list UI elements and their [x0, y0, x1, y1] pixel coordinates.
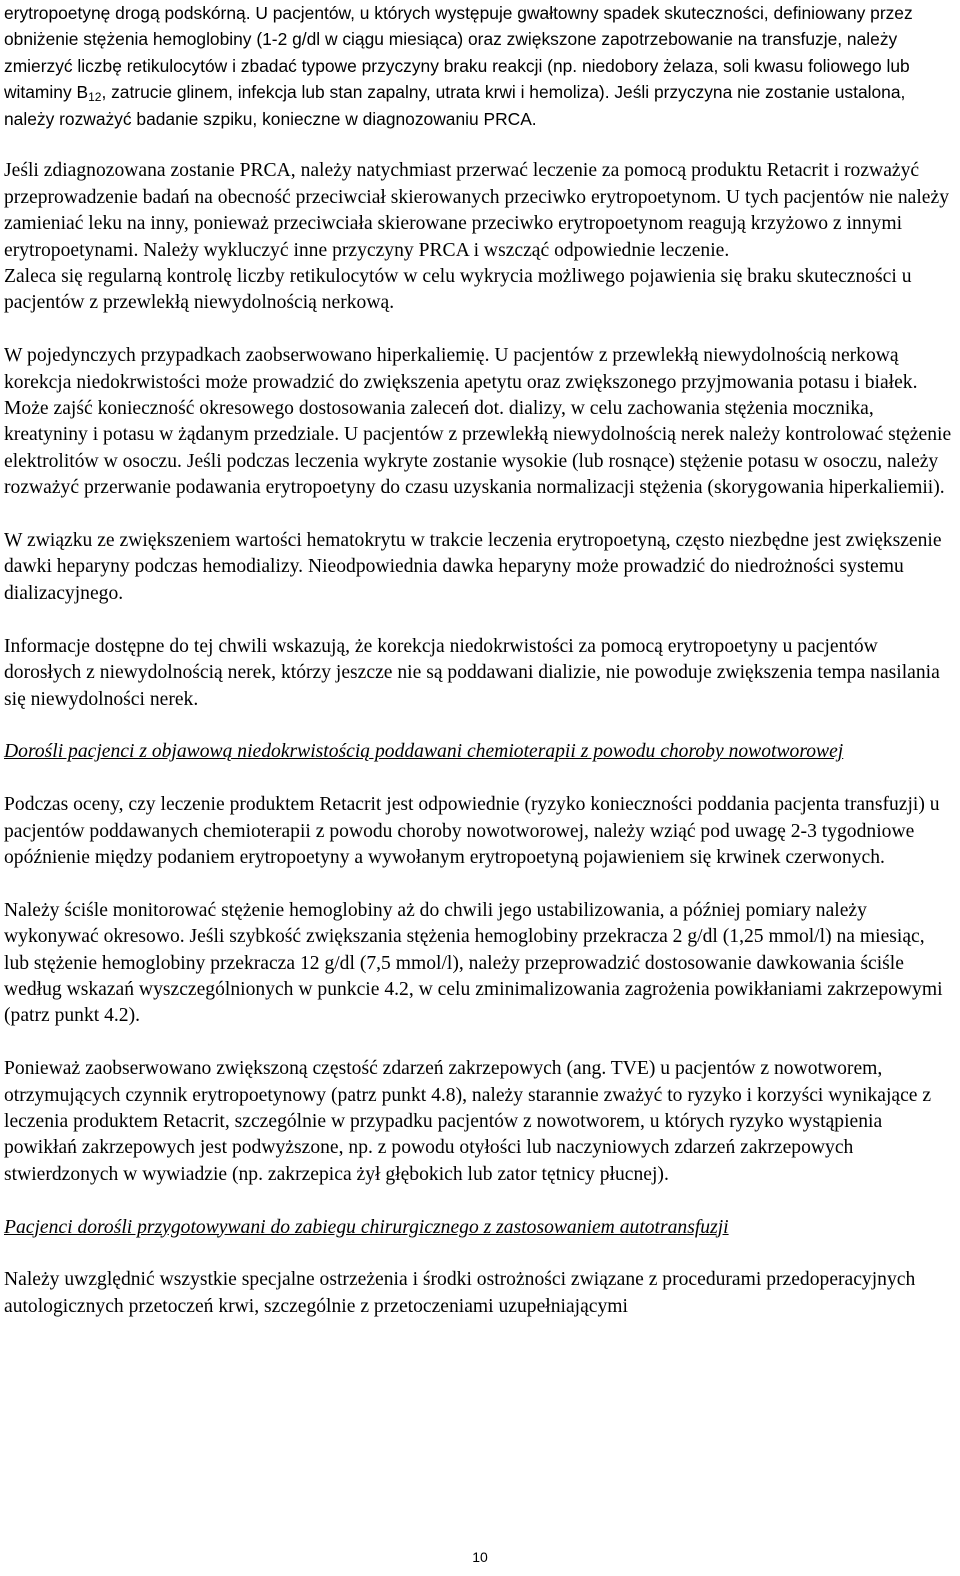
paragraph-reticulocyte-monitoring: Zaleca się regularną kontrolę liczby retikulocytów w celu wykrycia możliwego pojawienia się braku skuteczności u pacjentów z przewlekłą niewydolnością nerkową.: [4, 266, 912, 314]
section-heading-chemotherapy: Dorośli pacjenci z objawową niedokrwistością poddawani chemioterapii z powodu choroby nowotworowej: [4, 741, 844, 763]
paragraph-hyperkalemia: W pojedynczych przypadkach zaobserwowano hiperkaliemię. U pacjentów z przewlekłą niewydolnością nerkową korekcja niedokrwistości może prowadzić do zwiększenia apetytu oraz zwiększonego przyjmowania potasu i białek. Może zajść konieczność okresowego dostosowania zaleceń dot. dializy, w celu zachowania stężenia mocznika, kreatyniny i potasu w żądanym przedziale. U pacjentów z przewlekłą niewydolnością nerek należy kontrolować stężenie elektrolitów w osoczu. Jeśli podczas leczenia wykryte zostanie wysokie (lub rosnące) stężenie potasu w osoczu, należy rozważyć przerwanie podawania erytropoetyny do czasu uzyskania normalizacji stężenia (skorygowania hiperkaliemii).: [4, 345, 952, 499]
paragraph-prca-diagnosis: Jeśli zdiagnozowana zostanie PRCA, należy natychmiast przerwać leczenie za pomocą produktu Retacrit i rozważyć przeprowadzenie badań na obecność przeciwciał skierowanych przeciwko erytropoetynom. U tych pacjentów nie należy zamieniać leku na inny, ponieważ przeciwciała skierowane przeciwko erytropoetynom reagują krzyżowo z innymi erytropoetynami. Należy wykluczyć inne przyczyny PRCA i wszcząć odpowiednie leczenie.: [4, 160, 949, 261]
paragraph-heparin-dose: W związku ze zwiększeniem wartości hematokrytu w trakcie leczenia erytropoetyną, często niezbędne jest zwiększenie dawki heparyny podczas hemodializy. Nieodpowiednia dawka heparyny może prowadzić do niedrożności systemu dializacyjnego.: [4, 530, 942, 604]
paragraph-autotransfusion: Należy uwzględnić wszystkie specjalne ostrzeżenia i środki ostrożności związane z procedurami przedoperacyjnych autologicznych przetoczeń krwi, szczególnie z przetoczeniami uzupełniającymi: [4, 1269, 916, 1317]
vitamin-subscript: 12: [88, 90, 102, 105]
paragraph-renal-progression: Informacje dostępne do tej chwili wskazują, że korekcja niedokrwistości za pomocą erytropoetyny u pacjentów dorosłych z niewydolnością nerek, którzy jeszcze nie są poddawani dializie, nie powoduje zwiększenia tempa nasilania się niewydolności nerek.: [4, 635, 940, 710]
paragraph-transfusion-risk: Podczas oceny, czy leczenie produktem Retacrit jest odpowiednie (ryzyko konieczności poddania pacjenta transfuzji) u pacjentów poddawanych chemioterapii z powodu choroby nowotworowej, należy wziąć pod uwagę 2-3 tygodniowe opóźnienie między podaniem erytropoetyny a wywołanym erytropoetyną pojawieniem się krwinek czerwonych.: [4, 794, 940, 868]
paragraph-reticulocyte-check: [4, 0, 954, 132]
paragraph-text: , zatrucie glinem, infekcja lub stan zapalny, utrata krwi i hemoliza). Jeśli przyczyna nie zostanie ustalona, należy rozważyć badanie szpiku, konieczne w diagnozowaniu PRCA.: [4, 82, 906, 129]
paragraph-thrombotic-events: Ponieważ zaobserwowano zwiększoną częstość zdarzeń zakrzepowych (ang. TVE) u pacjentów z nowotworem, otrzymujących czynnik erytropoetynowy (patrz punkt 4.8), należy starannie zważyć to ryzyko i korzyści wynikające z leczenia produktem Retacrit, szczególnie w przypadku pacjentów z nowotworem, u których ryzyko wystąpienia powikłań zakrzepowych jest podwyższone, np. z powodu otyłości lub naczyniowych zdarzeń zakrzepowych stwierdzonych w wywiadzie (np. zakrzepica żył głębokich lub zator tętnicy płucnej).: [4, 1058, 932, 1185]
paragraph-hemoglobin-monitoring: Należy ściśle monitorować stężenie hemoglobiny aż do chwili jego ustabilizowania, a później pomiary należy wykonywać okresowo. Jeśli szybkość zwiększania stężenia hemoglobiny przekracza 2 g/dl (1,25 mmol/l) na miesiąc, lub stężenie hemoglobiny przekracza 12 g/dl (7,5 mmol/l), należy przeprowadzić dostosowanie dawkowania ściśle według wskazań wyszczególnionych w punkcie 4.2, w celu zminimalizowania zagrożenia powikłaniami zakrzepowymi (patrz punkt 4.2).: [4, 899, 943, 1027]
page-number: 10: [472, 1549, 488, 1565]
paragraph-text: erytropoetynę drogą podskórną. U pacjentów, u których występuje gwałtowny spadek skuteczności, definiowany przez obniżenie stężenia hemoglobiny (1-2 g/dl w ciągu miesiąca) oraz zwiększone zapotrzebowanie na transfuzje, należy zmierzyć liczbę retikulocytów i zbadać typowe przyczyny braku reakcji (np. niedobory żelaza, soli kwasu foliowego lub witaminy B: [4, 3, 913, 103]
section-heading-surgery: Pacjenci dorośli przygotowywani do zabiegu chirurgicznego z zastosowaniem autotransfuzji: [4, 1216, 729, 1238]
document-page: [4, 0, 954, 1320]
